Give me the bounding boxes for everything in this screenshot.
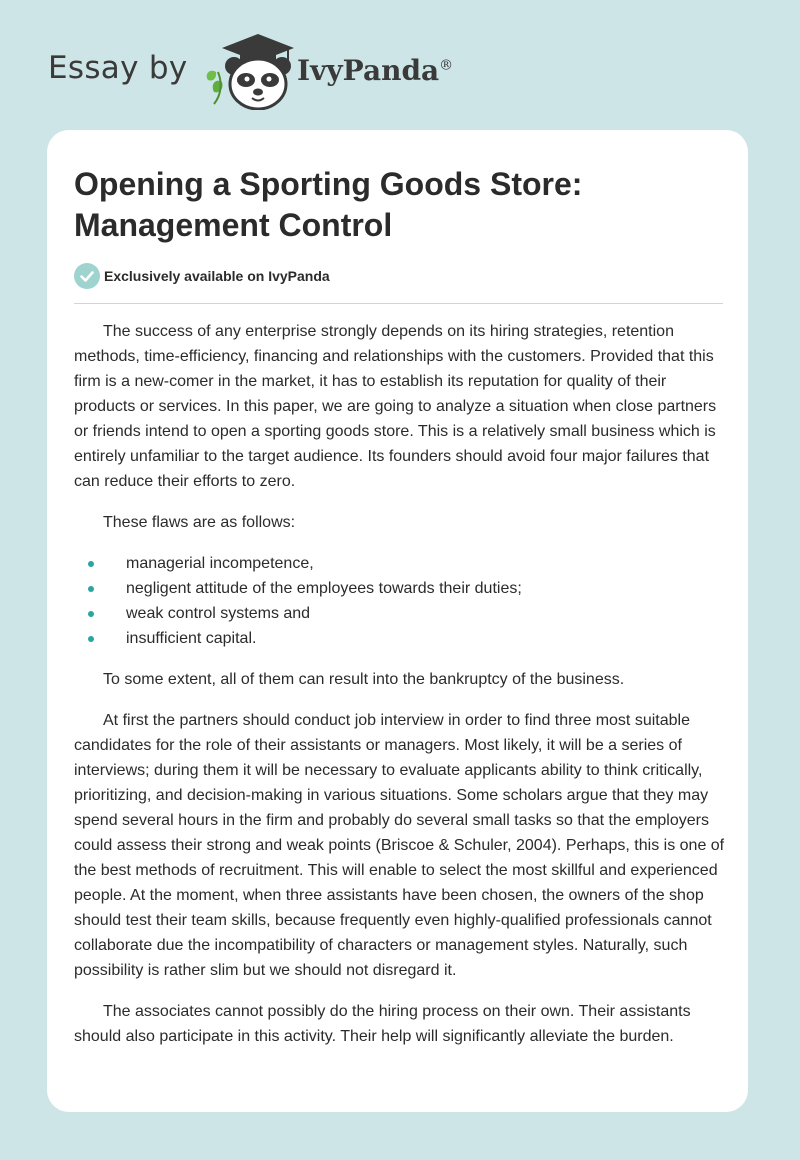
paragraph: These flaws are as follows: [103, 514, 296, 531]
bullet-icon [88, 561, 94, 567]
bullet-icon [88, 586, 94, 592]
essay-by-label: Essay by [48, 50, 188, 86]
list-item: negligent attitude of the employees towards their duties; [74, 576, 728, 601]
essay-title-line: Opening a Sporting Goods Store: [74, 166, 583, 202]
list-item: insufficient capital. [74, 626, 728, 651]
essay-card [47, 130, 748, 1112]
essay-title-line: Management Control [74, 207, 393, 243]
panda-graduation-cap-logo[interactable] [200, 32, 296, 110]
bullet-icon [88, 611, 94, 617]
exclusive-badge-label: Exclusively available on IvyPanda [104, 268, 330, 284]
brand-name: IvyPanda® [297, 54, 454, 87]
list-item: managerial incompetence, [74, 551, 728, 576]
divider [74, 303, 723, 304]
paragraph: At first the partners should conduct job interview in order to find three most suitable candidates for the role of their assistants or managers. Most likely, it will be a series of interviews; during them it will be necessary to evaluate applicants ability to think critically, prioritizing, and decision-making in various situations. Some scholars argue that they may spend several hours in the firm and probably do several small tasks so that the employers could assess their strong and weak points (Briscoe & Schuler, 2004). Perhaps, this is one of the best methods of recruitment. This will enable to select the most skillful and experienced people. At the moment, when three assistants have been chosen, the owners of the shop should test their team skills, because frequently even highly-qualified professionals cannot collaborate due the incompatibility of characters or management styles. Naturally, such possibility is rather slim but we should not disregard it. [74, 712, 725, 979]
paragraph: To some extent, all of them can result into the bankruptcy of the business. [103, 671, 625, 688]
essay-title [74, 164, 724, 246]
paragraph: The success of any enterprise strongly depends on its hiring strategies, retention methods, time-efficiency, financing and relationships with the customers. Provided that this firm is a new-comer in the market, it has to establish its reputation for quality of their products or services. In this paper, we are going to analyze a situation when close partners or friends intend to open a sporting goods store. This is a relatively small business which is entirely unfamiliar to the target audience. Its founders should avoid four major failures that can reduce their efforts to zero. [74, 323, 717, 490]
site-header [48, 30, 508, 110]
paragraph: The associates cannot possibly do the hiring process on their own. Their assistants should also participate in this activity. Their help will significantly alleviate the burden. [74, 1003, 691, 1045]
check-circle-icon [74, 263, 100, 289]
flaws-list [74, 551, 728, 651]
list-item: weak control systems and [74, 601, 728, 626]
essay-body [74, 319, 728, 1065]
bullet-icon [88, 636, 94, 642]
